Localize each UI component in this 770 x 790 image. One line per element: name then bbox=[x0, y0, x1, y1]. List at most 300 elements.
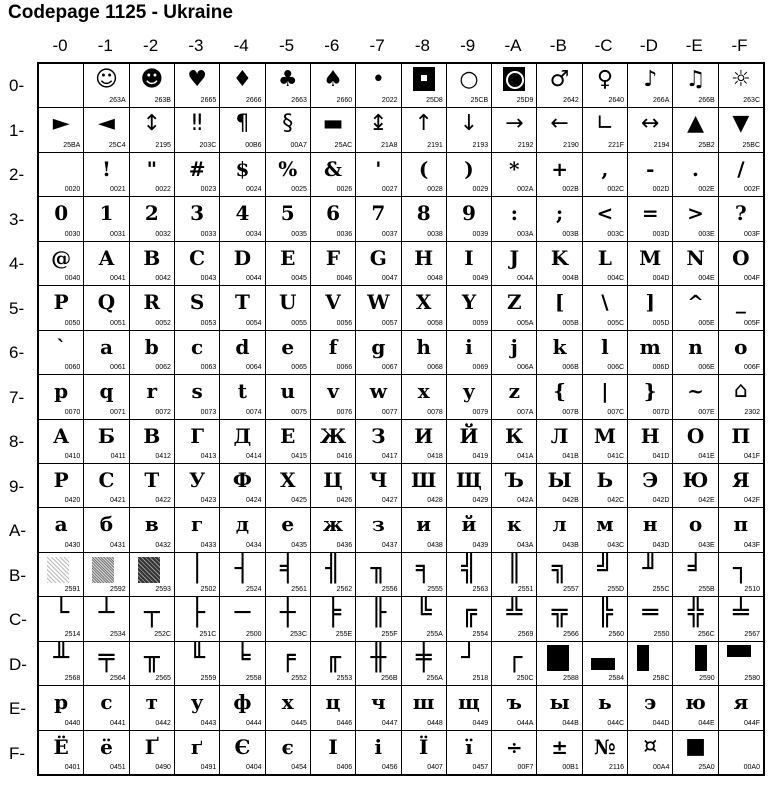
unicode-code: 0407 bbox=[427, 764, 443, 771]
unicode-code: 25D8 bbox=[426, 97, 443, 105]
char-cell bbox=[537, 420, 581, 463]
char-cell bbox=[220, 197, 264, 240]
unicode-code: 0031 bbox=[110, 230, 126, 238]
char-cell bbox=[583, 597, 627, 640]
unicode-code: 2193 bbox=[472, 141, 489, 149]
char-graphic bbox=[47, 557, 69, 583]
unicode-code: 25BC bbox=[742, 141, 760, 149]
unicode-code: 0034 bbox=[245, 230, 262, 238]
char-glyph: ○ bbox=[459, 67, 479, 92]
char-glyph: j bbox=[510, 334, 518, 359]
row-header: 9- bbox=[9, 476, 25, 496]
column-header: -1 bbox=[97, 36, 113, 55]
unicode-code: 2514 bbox=[64, 630, 81, 638]
unicode-code: 0427 bbox=[381, 497, 398, 505]
char-glyph: ♂ bbox=[549, 67, 570, 92]
char-glyph: ь bbox=[598, 690, 612, 715]
char-cell bbox=[130, 108, 174, 151]
char-glyph: э bbox=[644, 690, 657, 715]
unicode-code: 0416 bbox=[336, 452, 353, 460]
char-cell bbox=[220, 331, 264, 374]
unicode-code: 0441 bbox=[110, 719, 126, 727]
char-glyph: $ bbox=[235, 156, 250, 181]
char-cell bbox=[628, 508, 672, 551]
char-cell bbox=[130, 242, 174, 285]
char-cell bbox=[175, 197, 219, 240]
char-glyph: d bbox=[235, 334, 250, 359]
unicode-code: 2195 bbox=[155, 141, 171, 149]
char-graphic bbox=[695, 645, 707, 671]
unicode-code: 0412 bbox=[155, 452, 171, 460]
unicode-code: 041E bbox=[698, 452, 715, 460]
char-cell bbox=[39, 420, 83, 463]
char-cell bbox=[39, 731, 83, 774]
char-cell bbox=[719, 197, 763, 240]
char-glyph: ' bbox=[375, 156, 382, 181]
unicode-code: 0041 bbox=[110, 275, 126, 283]
char-glyph: / bbox=[737, 156, 745, 181]
char-glyph: e bbox=[281, 334, 295, 359]
row-header: 4- bbox=[9, 254, 25, 273]
char-glyph: ┤ bbox=[234, 553, 251, 584]
char-glyph: = bbox=[641, 201, 659, 226]
char-cell bbox=[311, 64, 355, 107]
row-header: F- bbox=[9, 743, 26, 763]
char-cell bbox=[673, 508, 717, 551]
column-header: -C bbox=[594, 36, 613, 55]
char-cell bbox=[492, 553, 536, 596]
char-cell bbox=[402, 331, 446, 374]
char-cell bbox=[537, 331, 581, 374]
char-glyph: і bbox=[374, 734, 383, 759]
unicode-code: 0421 bbox=[110, 497, 126, 505]
unicode-code: 042E bbox=[698, 497, 715, 505]
unicode-code: 0048 bbox=[427, 275, 443, 283]
char-glyph: Ч bbox=[369, 467, 388, 492]
unicode-code: 0440 bbox=[64, 719, 81, 727]
unicode-code: 0411 bbox=[110, 452, 126, 460]
unicode-code: 0415 bbox=[291, 452, 307, 460]
unicode-code: 0024 bbox=[245, 186, 262, 194]
char-cell bbox=[356, 286, 400, 329]
unicode-code: 2562 bbox=[336, 586, 353, 594]
unicode-code: 041D bbox=[652, 452, 670, 460]
char-glyph: ш bbox=[412, 690, 435, 715]
char-cell bbox=[220, 64, 264, 107]
char-cell bbox=[719, 508, 763, 551]
char-glyph: м bbox=[596, 512, 614, 537]
column-header: -6 bbox=[324, 36, 340, 55]
char-cell bbox=[130, 153, 174, 196]
char-glyph: г bbox=[190, 512, 204, 537]
unicode-code: 2500 bbox=[245, 630, 262, 638]
unicode-code: 0058 bbox=[427, 319, 443, 327]
char-cell bbox=[673, 464, 717, 507]
unicode-code: 005C bbox=[607, 319, 625, 327]
char-glyph: Ї bbox=[418, 734, 429, 759]
char-cell bbox=[492, 153, 536, 196]
char-cell bbox=[402, 508, 446, 551]
char-glyph: | bbox=[601, 379, 609, 404]
char-glyph: у bbox=[190, 690, 204, 715]
char-glyph: 1 bbox=[99, 201, 114, 226]
unicode-code: 2660 bbox=[336, 97, 353, 105]
char-cell bbox=[447, 553, 491, 596]
unicode-code: 250C bbox=[516, 675, 534, 683]
char-glyph: ┘ bbox=[461, 642, 477, 673]
char-cell bbox=[719, 731, 763, 774]
unicode-code: 2592 bbox=[110, 586, 126, 594]
char-cell bbox=[673, 642, 717, 685]
unicode-code: 002F bbox=[744, 186, 760, 194]
char-cell bbox=[583, 153, 627, 196]
char-glyph: z bbox=[508, 379, 520, 404]
unicode-code: 007D bbox=[652, 408, 670, 416]
unicode-code: 0025 bbox=[291, 186, 307, 194]
char-glyph: N bbox=[686, 245, 705, 270]
unicode-code: 005D bbox=[652, 319, 670, 327]
char-glyph: ☺ bbox=[95, 67, 118, 92]
char-cell bbox=[402, 197, 446, 240]
unicode-code: 044E bbox=[698, 719, 715, 727]
unicode-code: 042A bbox=[517, 497, 534, 505]
char-glyph: и bbox=[416, 512, 432, 537]
char-cell bbox=[266, 197, 310, 240]
char-cell bbox=[537, 597, 581, 640]
unicode-code: 0039 bbox=[472, 230, 489, 238]
char-cell bbox=[130, 375, 174, 418]
char-cell bbox=[175, 331, 219, 374]
unicode-code: 0022 bbox=[155, 186, 171, 194]
char-cell bbox=[402, 553, 446, 596]
unicode-code: 0074 bbox=[245, 408, 262, 416]
char-cell bbox=[356, 597, 400, 640]
char-glyph: Г bbox=[190, 423, 204, 448]
char-cell bbox=[719, 331, 763, 374]
row-header: E- bbox=[9, 699, 26, 718]
char-cell bbox=[84, 64, 128, 107]
char-glyph: К bbox=[505, 423, 524, 448]
char-glyph: ї bbox=[465, 734, 473, 759]
char-cell bbox=[492, 597, 536, 640]
char-cell bbox=[39, 464, 83, 507]
char-graphic bbox=[92, 557, 114, 583]
unicode-code: 2563 bbox=[472, 586, 489, 594]
char-glyph: Є bbox=[234, 734, 251, 759]
char-cell bbox=[628, 464, 672, 507]
char-cell bbox=[39, 686, 83, 729]
char-glyph: ф bbox=[233, 690, 252, 715]
char-glyph: C bbox=[189, 245, 206, 270]
unicode-code: 2555 bbox=[427, 586, 443, 594]
char-cell bbox=[492, 375, 536, 418]
char-glyph: Z bbox=[506, 290, 522, 315]
char-glyph: U bbox=[278, 290, 297, 315]
char-cell bbox=[447, 508, 491, 551]
char-glyph: Ж bbox=[319, 423, 347, 448]
char-cell bbox=[311, 731, 355, 774]
unicode-code: 0023 bbox=[200, 186, 217, 194]
char-cell bbox=[39, 64, 83, 107]
unicode-code: 0067 bbox=[381, 364, 398, 372]
unicode-code: 0437 bbox=[381, 541, 398, 549]
char-glyph: 4 bbox=[235, 201, 250, 226]
unicode-code: 0401 bbox=[64, 764, 81, 771]
unicode-code: 0432 bbox=[155, 541, 171, 549]
char-glyph: ╚ bbox=[415, 598, 432, 629]
char-cell bbox=[311, 331, 355, 374]
char-glyph: ‼ bbox=[191, 111, 203, 137]
char-cell bbox=[719, 375, 763, 418]
char-cell bbox=[311, 553, 355, 596]
column-headers bbox=[37, 36, 763, 58]
char-cell bbox=[402, 731, 446, 774]
char-cell bbox=[175, 242, 219, 285]
char-glyph: е bbox=[281, 512, 295, 537]
char-cell bbox=[84, 286, 128, 329]
char-cell bbox=[719, 464, 763, 507]
char-glyph: 7 bbox=[371, 201, 386, 226]
unicode-code: 0436 bbox=[336, 541, 353, 549]
char-glyph: ► bbox=[52, 111, 70, 137]
char-glyph: 5 bbox=[280, 201, 295, 226]
char-cell bbox=[39, 108, 83, 151]
char-glyph: ╖ bbox=[370, 553, 387, 584]
char-cell bbox=[673, 197, 717, 240]
char-cell bbox=[39, 153, 83, 196]
char-glyph: ^ bbox=[687, 290, 704, 315]
char-glyph: ┌ bbox=[506, 642, 523, 673]
char-cell bbox=[719, 420, 763, 463]
char-cell bbox=[220, 242, 264, 285]
column-header: -0 bbox=[52, 36, 68, 55]
char-cell bbox=[719, 108, 763, 151]
unicode-code: 2568 bbox=[64, 675, 81, 683]
unicode-code: 044A bbox=[517, 719, 534, 727]
char-glyph: ⌂ bbox=[733, 378, 748, 404]
char-cell bbox=[673, 375, 717, 418]
unicode-code: 002C bbox=[607, 186, 625, 194]
char-glyph: r bbox=[146, 379, 158, 404]
char-cell bbox=[84, 108, 128, 151]
char-glyph: я bbox=[733, 690, 749, 715]
char-cell bbox=[130, 597, 174, 640]
char-cell bbox=[175, 464, 219, 507]
unicode-code: 00B1 bbox=[562, 764, 579, 771]
unicode-code: 0447 bbox=[381, 719, 398, 727]
unicode-code: 25AC bbox=[334, 141, 353, 149]
unicode-code: 0070 bbox=[64, 408, 81, 416]
char-cell bbox=[356, 420, 400, 463]
unicode-code: 043A bbox=[517, 541, 534, 549]
unicode-code: 0429 bbox=[472, 497, 489, 505]
char-cell bbox=[266, 375, 310, 418]
unicode-code: 255B bbox=[698, 586, 715, 594]
char-glyph: E bbox=[280, 245, 296, 270]
unicode-code: 0064 bbox=[245, 364, 262, 372]
unicode-code: 252C bbox=[154, 630, 171, 638]
unicode-code: 003D bbox=[652, 230, 670, 238]
char-cell bbox=[84, 153, 128, 196]
char-glyph: • bbox=[371, 67, 385, 92]
char-glyph: 0 bbox=[54, 201, 69, 226]
char-cell bbox=[537, 464, 581, 507]
unicode-code: 258C bbox=[652, 675, 670, 683]
char-glyph: д bbox=[235, 512, 250, 537]
char-glyph: н bbox=[642, 512, 658, 537]
unicode-code: 005E bbox=[698, 319, 715, 327]
unicode-code: 041F bbox=[744, 452, 760, 460]
unicode-code: 004A bbox=[517, 275, 534, 283]
unicode-code: 003F bbox=[744, 230, 760, 238]
unicode-code: 2116 bbox=[609, 764, 625, 771]
unicode-code: 0020 bbox=[64, 186, 81, 194]
char-glyph: b bbox=[144, 334, 159, 359]
unicode-code: 0442 bbox=[155, 719, 171, 727]
char-glyph: k bbox=[552, 334, 567, 359]
unicode-code: 006C bbox=[607, 364, 625, 372]
unicode-code: 0026 bbox=[336, 186, 353, 194]
unicode-code: 002A bbox=[517, 186, 534, 194]
unicode-code: 0045 bbox=[291, 275, 307, 283]
char-cell bbox=[220, 464, 264, 507]
char-glyph: ∟ bbox=[595, 111, 615, 137]
unicode-code: 2588 bbox=[563, 675, 579, 683]
unicode-code: 2556 bbox=[381, 586, 398, 594]
unicode-code: 006B bbox=[562, 364, 579, 372]
char-glyph: ╢ bbox=[325, 553, 341, 584]
unicode-code: 0446 bbox=[336, 719, 353, 727]
char-cell bbox=[402, 153, 446, 196]
char-glyph: ю bbox=[685, 690, 706, 715]
unicode-code: 0445 bbox=[291, 719, 307, 727]
row-header: A- bbox=[9, 521, 26, 540]
char-cell bbox=[84, 508, 128, 551]
unicode-code: 042B bbox=[562, 497, 579, 505]
char-glyph: ♠ bbox=[323, 67, 343, 92]
char-cell bbox=[311, 597, 355, 640]
unicode-code: 2663 bbox=[291, 97, 307, 105]
char-cell bbox=[266, 64, 310, 107]
char-cell bbox=[447, 108, 491, 151]
char-cell bbox=[130, 64, 174, 107]
char-cell bbox=[583, 286, 627, 329]
char-cell bbox=[447, 153, 491, 196]
char-cell bbox=[673, 242, 717, 285]
unicode-code: 0448 bbox=[427, 719, 443, 727]
unicode-code: 0423 bbox=[200, 497, 217, 505]
char-cell bbox=[175, 375, 219, 418]
column-header: -7 bbox=[369, 36, 385, 55]
unicode-code: 043E bbox=[698, 541, 715, 549]
char-cell bbox=[628, 375, 672, 418]
char-glyph: І bbox=[328, 734, 338, 759]
char-cell bbox=[175, 553, 219, 596]
char-glyph: c bbox=[191, 334, 204, 359]
column-header: -3 bbox=[188, 36, 204, 55]
char-glyph: Е bbox=[280, 423, 296, 448]
char-cell bbox=[673, 64, 717, 107]
char-cell bbox=[583, 108, 627, 151]
unicode-code: 006D bbox=[652, 364, 670, 372]
char-cell bbox=[719, 286, 763, 329]
char-cell bbox=[447, 731, 491, 774]
char-glyph: ч bbox=[371, 690, 386, 715]
unicode-code: 0439 bbox=[472, 541, 489, 549]
unicode-code: 2593 bbox=[155, 586, 171, 594]
unicode-code: 253C bbox=[290, 630, 307, 638]
unicode-code: 2590 bbox=[699, 675, 715, 683]
char-glyph: Н bbox=[640, 423, 660, 448]
char-glyph: ↕ bbox=[142, 111, 161, 137]
char-glyph: x bbox=[417, 379, 430, 404]
unicode-code: 0065 bbox=[291, 364, 307, 372]
char-cell bbox=[628, 242, 672, 285]
row-header: 1- bbox=[9, 120, 25, 140]
char-glyph: ┼ bbox=[279, 598, 296, 629]
char-cell bbox=[402, 464, 446, 507]
char-cell bbox=[130, 286, 174, 329]
unicode-code: 0431 bbox=[110, 541, 126, 549]
unicode-code: 25D9 bbox=[516, 97, 534, 105]
char-glyph: И bbox=[414, 423, 434, 448]
char-glyph: - bbox=[646, 156, 655, 181]
char-cell bbox=[220, 597, 264, 640]
char-glyph: T bbox=[234, 290, 250, 315]
row-header: C- bbox=[9, 610, 27, 629]
column-header: -9 bbox=[460, 36, 476, 55]
char-cell bbox=[266, 153, 310, 196]
char-cell bbox=[447, 197, 491, 240]
char-glyph: ╨ bbox=[53, 642, 69, 673]
unicode-code: 0422 bbox=[155, 497, 171, 505]
char-cell bbox=[220, 553, 264, 596]
char-glyph: є bbox=[281, 734, 294, 759]
char-cell bbox=[266, 108, 310, 151]
char-cell bbox=[673, 331, 717, 374]
char-cell bbox=[447, 242, 491, 285]
char-glyph: Ъ bbox=[504, 467, 524, 492]
char-glyph: ж bbox=[322, 512, 344, 537]
char-cell bbox=[628, 642, 672, 685]
char-cell bbox=[220, 642, 264, 685]
char-glyph: й bbox=[461, 512, 477, 537]
char-glyph: ¶ bbox=[235, 111, 250, 137]
char-glyph: 9 bbox=[462, 201, 476, 226]
char-glyph: ♫ bbox=[685, 67, 706, 92]
char-graphic bbox=[727, 645, 751, 657]
char-glyph: з bbox=[371, 512, 385, 537]
unicode-code: 0456 bbox=[381, 764, 398, 771]
unicode-code: 256A bbox=[426, 675, 443, 683]
unicode-code: 004B bbox=[562, 275, 579, 283]
char-cell bbox=[447, 464, 491, 507]
char-cell bbox=[266, 731, 310, 774]
char-glyph: § bbox=[282, 111, 294, 137]
unicode-code: 002E bbox=[698, 186, 715, 194]
char-glyph: ┬ bbox=[143, 598, 160, 629]
char-glyph: └ bbox=[53, 598, 69, 629]
unicode-code: 0029 bbox=[472, 186, 489, 194]
unicode-code: 255E bbox=[335, 630, 353, 638]
codepage-table bbox=[37, 62, 765, 776]
char-glyph: , bbox=[601, 156, 609, 181]
char-cell bbox=[39, 242, 83, 285]
char-glyph: в bbox=[144, 512, 159, 537]
unicode-code: 00A4 bbox=[653, 764, 670, 771]
unicode-code: 003B bbox=[562, 230, 579, 238]
char-glyph: О bbox=[686, 423, 705, 448]
